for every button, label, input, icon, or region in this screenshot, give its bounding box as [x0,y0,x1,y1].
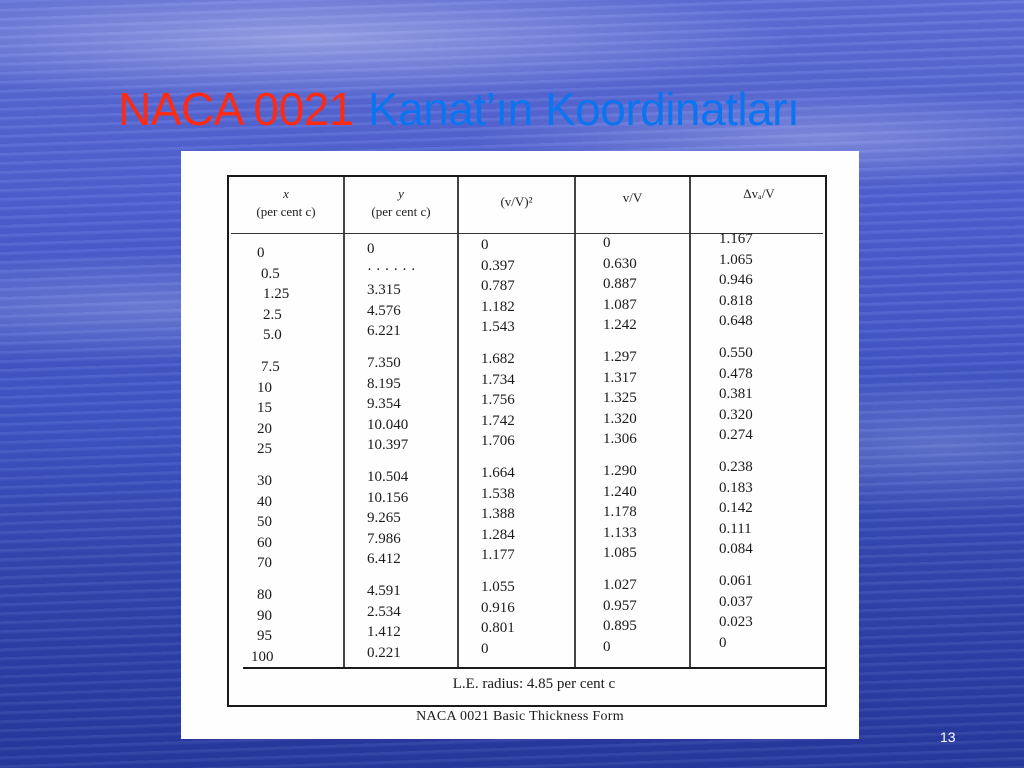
cell-y: 7.986 [367,530,401,547]
header-x: x (per cent c) [256,186,316,219]
cell-v: 1.087 [603,296,637,313]
cell-delta-va: 0.274 [719,427,753,444]
header-delta-va: Δvₐ/V [743,186,775,201]
cell-v-squared: 1.734 [481,371,515,388]
cell-v-squared: 1.756 [481,392,515,409]
cell-delta-va: 0.320 [719,406,753,423]
cell-v-squared: 1.055 [481,578,515,595]
cell-y: 10.397 [367,437,409,454]
page-number: 13 [940,729,956,745]
column-x [251,243,290,667]
cell-delta-va: 0.818 [719,292,753,309]
cell-v: 1.027 [603,576,637,593]
cell-x: 100 [251,648,274,665]
cell-x: 15 [257,400,272,417]
cell-x: 50 [257,514,272,531]
cell-y: 6.412 [367,551,401,568]
slide-title [118,82,799,136]
cell-y: 10.156 [367,489,409,506]
cell-delta-va: 0.023 [719,614,753,631]
cell-v: 1.242 [603,317,637,334]
cell-y: 9.354 [367,396,401,413]
cell-v: 0 [603,638,611,655]
cell-delta-va: 0.648 [719,313,753,330]
column-v-squared [481,235,515,659]
cell-v-squared: 1.182 [481,298,515,315]
cell-delta-va: 1.167 [719,231,753,247]
cell-v-squared: 0 [481,237,489,253]
header-y: y (per cent c) [371,186,431,219]
cell-v: 1.317 [603,369,637,386]
cell-v: 0.887 [603,276,637,293]
cell-x: 60 [257,534,272,551]
cell-v: 1.325 [603,390,637,407]
cell-v-squared: 0 [481,640,489,657]
cell-delta-va: 0.084 [719,541,753,558]
column-v [603,233,637,657]
cell-v-squared: 1.706 [481,433,515,450]
cell-x: 40 [257,493,272,510]
cell-v-squared: 0.801 [481,620,515,637]
cell-x: 0.5 [261,265,280,282]
cell-x: 5.0 [263,327,282,344]
cell-y: · · · · · · [367,261,416,278]
cell-v-squared: 0.397 [481,257,515,274]
title-text: Kanat’ın Koordinatları [367,83,800,135]
cell-v: 1.133 [603,524,637,541]
cell-delta-va: 0.946 [719,272,753,289]
cell-x: 95 [257,628,272,645]
cell-x: 90 [257,607,272,624]
cell-v: 0.895 [603,618,637,635]
column-divider [574,177,576,667]
cell-y: 0.221 [367,644,401,661]
cell-x: 1.25 [263,286,290,303]
cell-x: 80 [257,586,272,603]
cell-delta-va: 0.111 [719,520,752,537]
cell-v: 1.290 [603,462,637,479]
column-delta-va [719,229,753,653]
cell-x: 70 [257,555,272,572]
cell-y: 2.534 [367,603,401,620]
le-radius-note: L.E. radius: 4.85 per cent c [243,667,825,701]
cell-delta-va: 1.065 [719,251,753,268]
cell-v-squared: 0.916 [481,599,515,616]
table-caption: NACA 0021 Basic Thickness Form [416,709,624,724]
cell-y: 8.195 [367,375,401,392]
cell-y: 4.591 [367,582,401,599]
cell-delta-va: 0.478 [719,365,753,382]
cell-delta-va: 0.381 [719,386,753,403]
title-naca-code: NACA 0021 [118,83,354,135]
cell-v: 1.320 [603,410,637,427]
scanned-table-image [181,151,859,739]
cell-v: 1.085 [603,545,637,562]
cell-y: 10.040 [367,416,409,433]
cell-delta-va: 0.238 [719,458,753,475]
cell-v-squared: 1.177 [481,547,515,564]
cell-x: 2.5 [263,306,282,323]
column-divider [689,177,691,667]
cell-delta-va: 0.037 [719,593,753,610]
cell-v-squared: 1.538 [481,485,515,502]
cell-x: 7.5 [261,358,280,375]
cell-v: 1.306 [603,431,637,448]
header-v-squared: (v/V)² [500,194,533,209]
cell-y: 0 [367,241,375,257]
cell-v-squared: 1.742 [481,412,515,429]
cell-y: 7.350 [367,354,401,371]
column-divider [457,177,459,667]
cell-v-squared: 1.682 [481,350,515,367]
cell-delta-va: 0 [719,634,727,651]
cell-x: 10 [257,379,272,396]
cell-y: 6.221 [367,323,401,340]
cell-x: 25 [257,441,272,458]
cell-v: 1.178 [603,504,637,521]
header-v: v/V [622,190,643,205]
cell-v-squared: 1.543 [481,319,515,336]
cell-delta-va: 0.142 [719,500,753,517]
cell-v-squared: 1.664 [481,464,515,481]
column-divider [343,177,345,667]
cell-v-squared: 1.388 [481,506,515,523]
cell-v-squared: 1.284 [481,526,515,543]
cell-y: 9.265 [367,510,401,527]
cell-y: 3.315 [367,282,401,299]
cell-x: 20 [257,420,272,437]
cell-v: 1.297 [603,348,637,365]
cell-delta-va: 0.183 [719,479,753,496]
cell-y: 10.504 [367,468,409,485]
column-y [367,239,416,663]
cell-y: 1.412 [367,624,401,641]
cell-x: 0 [257,245,265,261]
cell-v: 1.240 [603,483,637,500]
cell-x: 30 [257,472,272,489]
cell-v: 0.630 [603,255,637,272]
cell-delta-va: 0.061 [719,572,753,589]
cell-y: 4.576 [367,302,401,319]
cell-v-squared: 0.787 [481,278,515,295]
cell-delta-va: 0.550 [719,344,753,361]
coordinates-table [227,175,827,707]
cell-v: 0 [603,235,611,251]
cell-v: 0.957 [603,597,637,614]
